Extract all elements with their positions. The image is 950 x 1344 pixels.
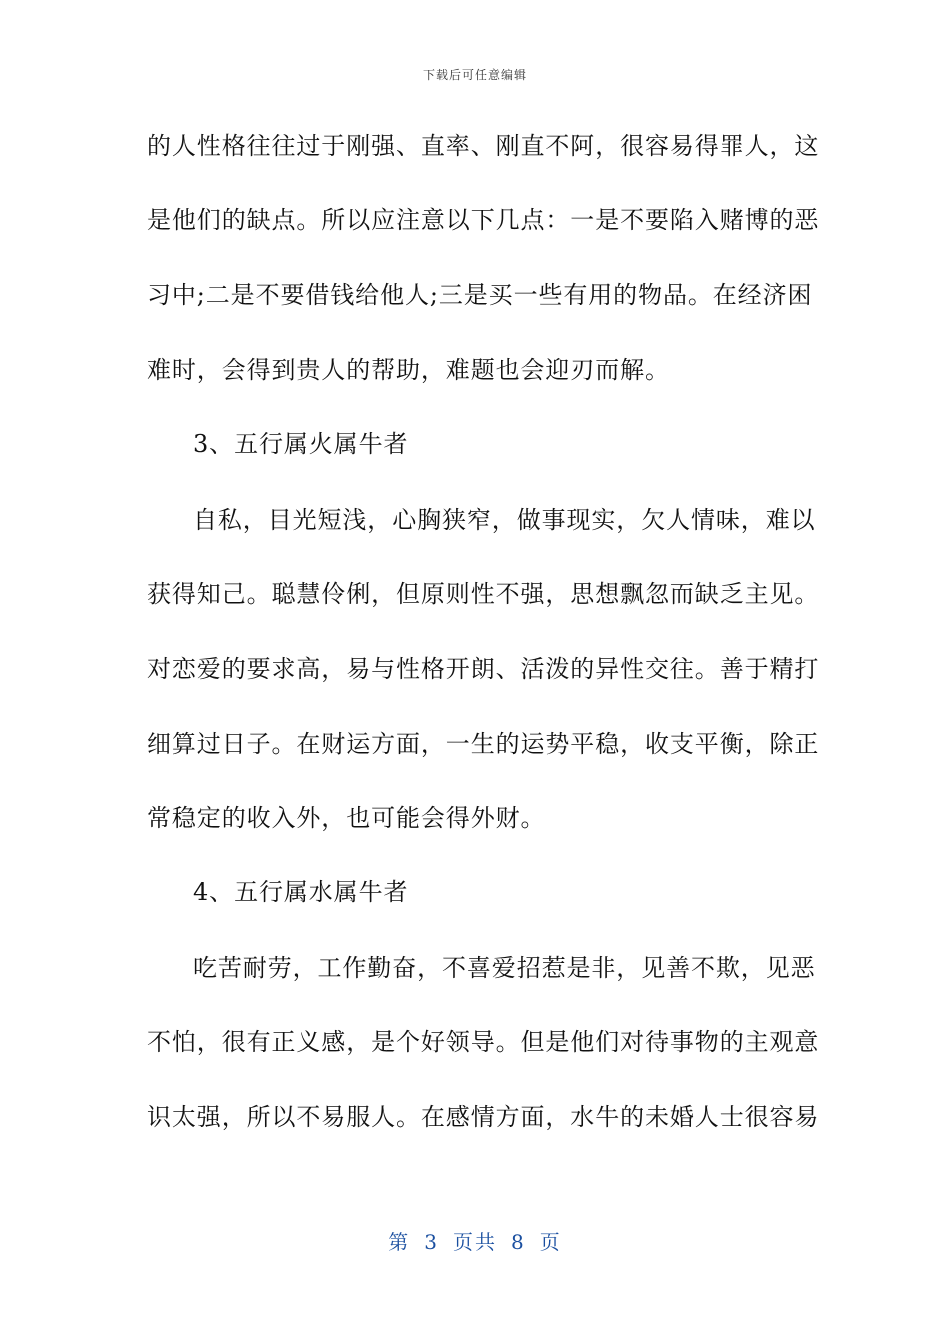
footer-suffix: 页	[539, 1230, 562, 1254]
paragraph-first-line: 吃苦耐劳，工作勤奋，不喜爱招惹是非，见善不欺，见恶	[193, 954, 816, 982]
text-line: 对恋爱的要求高，易与性格开朗、活泼的异性交往。善于精打	[147, 655, 820, 683]
page-header: 下载后可任意编辑	[422, 68, 527, 82]
text-line: 识太强，所以不易服人。在感情方面，水牛的未婚人士很容易	[147, 1103, 820, 1131]
text-line: 习中;二是不要借钱给他人;三是买一些有用的物品。在经济困	[147, 281, 813, 309]
text-line: 是他们的缺点。所以应注意以下几点：一是不要陷入赌博的恶	[147, 206, 820, 234]
section-heading: 3、五行属火属牛者	[193, 430, 409, 458]
text-line: 难时，会得到贵人的帮助，难题也会迎刃而解。	[147, 356, 670, 384]
footer-prefix: 第	[388, 1230, 411, 1254]
footer-middle: 页共	[453, 1230, 497, 1254]
section-heading: 4、五行属水属牛者	[193, 878, 409, 906]
text-line: 不怕，很有正义感，是个好领导。但是他们对待事物的主观意	[147, 1028, 820, 1056]
total-pages-number: 8	[511, 1230, 526, 1254]
text-line: 细算过日子。在财运方面，一生的运势平稳，收支平衡，除正	[147, 730, 820, 758]
text-line: 的人性格往往过于刚强、直率、刚直不阿，很容易得罪人，这	[147, 132, 820, 160]
paragraph-first-line: 自私，目光短浅，心胸狭窄，做事现实，欠人情味，难以	[193, 506, 816, 534]
current-page-number: 3	[424, 1230, 439, 1254]
text-line: 获得知己。聪慧伶俐，但原则性不强，思想飘忽而缺乏主见。	[147, 580, 820, 608]
text-line: 常稳定的收入外，也可能会得外财。	[147, 804, 546, 832]
page-footer	[0, 1226, 950, 1255]
